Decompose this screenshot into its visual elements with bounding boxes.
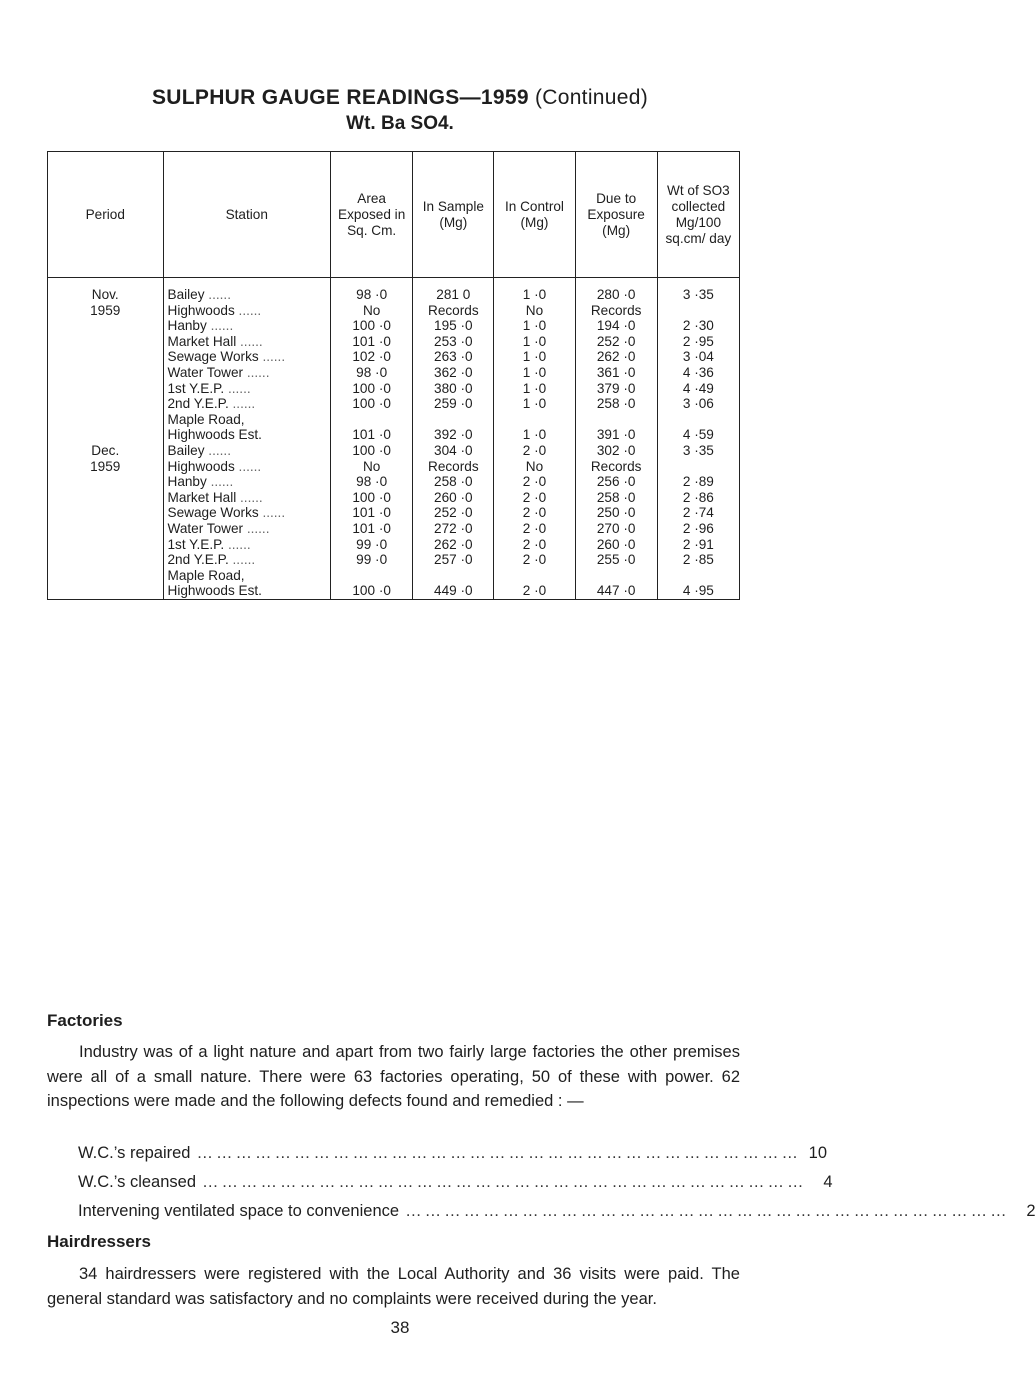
area-cell: 100 ·0 [331, 490, 413, 506]
sample-cell: 281 0 [413, 287, 494, 303]
table-row [48, 568, 740, 584]
defects-list [78, 1144, 1036, 1231]
table-row [48, 583, 740, 599]
station-cell [163, 318, 331, 334]
station-name: Bailey [167, 287, 205, 302]
so3-cell [657, 459, 739, 475]
so3-cell: 4 ·36 [657, 365, 739, 381]
exposure-cell [575, 412, 657, 428]
control-cell: No [494, 303, 575, 319]
so3-cell: 2 ·89 [657, 474, 739, 490]
period-cell [48, 521, 164, 537]
spacer-cell [48, 278, 164, 288]
so3-cell: 2 ·86 [657, 490, 739, 506]
exposure-cell: 258 ·0 [575, 490, 657, 506]
area-cell: 99 ·0 [331, 552, 413, 568]
leader-dots: ...... [206, 318, 234, 334]
area-cell: 100 ·0 [331, 381, 413, 397]
exposure-cell [575, 568, 657, 584]
station-cell [163, 505, 331, 521]
list-item [78, 1173, 833, 1202]
area-cell: 102 ·0 [331, 349, 413, 365]
station-name: Highwoods [167, 302, 235, 318]
area-cell [331, 412, 413, 428]
page-number: 38 [390, 1318, 410, 1337]
station-name: Water Tower [167, 364, 244, 380]
sample-cell: Records [413, 303, 494, 319]
table-row [48, 552, 740, 568]
so3-cell: 4 ·95 [657, 583, 739, 599]
exposure-cell: 447 ·0 [575, 583, 657, 599]
station-name: Highwoods [167, 458, 235, 474]
control-cell: 2 ·0 [494, 505, 575, 521]
exposure-cell: 302 ·0 [575, 443, 657, 459]
leader-dots: ...... [258, 505, 286, 521]
so3-cell [657, 568, 739, 584]
control-cell [494, 412, 575, 428]
title-main: SULPHUR GAUGE READINGS—1959 [151, 86, 529, 109]
station-cell [163, 443, 331, 459]
station-cell [163, 396, 331, 412]
period-cell [48, 349, 164, 365]
header-sample: In Sample (Mg) [413, 152, 494, 278]
so3-cell: 3 ·35 [657, 287, 739, 303]
control-cell: 2 ·0 [494, 583, 575, 599]
control-cell: 2 ·0 [494, 521, 575, 537]
exposure-cell: 280 ·0 [575, 287, 657, 303]
station-cell [163, 365, 331, 381]
title-continued: (Continued) [534, 86, 648, 109]
sample-cell: 253 ·0 [413, 334, 494, 350]
spacer-cell [163, 278, 331, 288]
leader-dots: ………………………………………………………………………………… [202, 1173, 807, 1191]
period-year-cell: 1959 [48, 459, 164, 475]
table-row [48, 381, 740, 397]
leader-dots: ...... [204, 287, 231, 302]
station-name: Bailey [167, 442, 205, 458]
table-body [48, 278, 740, 600]
area-cell [331, 568, 413, 584]
table-row [48, 474, 740, 490]
defect-label: W.C.’s cleansed [78, 1173, 196, 1191]
table-header-row [48, 152, 740, 278]
exposure-cell: 194 ·0 [575, 318, 657, 334]
table-row [48, 412, 740, 428]
so3-cell: 2 ·30 [657, 318, 739, 334]
so3-cell: 2 ·91 [657, 537, 739, 553]
spacer-cell [575, 278, 657, 288]
defect-label: W.C.’s repaired [78, 1144, 191, 1162]
area-cell: No [331, 459, 413, 475]
spacer-cell [413, 278, 494, 288]
area-cell: 100 ·0 [331, 318, 413, 334]
period-cell [48, 427, 164, 443]
table-row [48, 365, 740, 381]
table-spacer-row [48, 278, 740, 288]
area-cell: 99 ·0 [331, 537, 413, 553]
table-row [48, 349, 740, 365]
control-cell: 2 ·0 [494, 552, 575, 568]
station-cell [163, 552, 331, 568]
station-name: Hanby [167, 474, 207, 490]
sulphur-readings-table [47, 151, 740, 600]
sample-cell: 259 ·0 [413, 396, 494, 412]
exposure-cell: 270 ·0 [575, 521, 657, 537]
period-cell [48, 537, 164, 553]
spacer-cell [657, 278, 739, 288]
exposure-cell: Records [575, 459, 657, 475]
area-cell: 100 ·0 [331, 443, 413, 459]
period-cell [48, 583, 164, 599]
leader-dots: ...... [228, 552, 256, 568]
sample-cell: 258 ·0 [413, 474, 494, 490]
station-name: Hanby [167, 318, 207, 334]
header-period: Period [48, 152, 164, 278]
station-name: 2nd Y.E.P. [167, 552, 229, 568]
period-cell [48, 396, 164, 412]
spacer-cell [331, 278, 413, 288]
station-name: 1st Y.E.P. [167, 536, 225, 552]
period-cell [48, 552, 164, 568]
sample-cell: 262 ·0 [413, 537, 494, 553]
control-cell: 1 ·0 [494, 365, 575, 381]
area-cell: 101 ·0 [331, 427, 413, 443]
list-item [78, 1202, 1036, 1231]
station-cell [163, 287, 331, 303]
station-cell [163, 303, 331, 319]
area-cell: 98 ·0 [331, 474, 413, 490]
so3-cell: 2 ·74 [657, 505, 739, 521]
page-title [0, 86, 800, 110]
control-cell: 1 ·0 [494, 427, 575, 443]
station-name: Sewage Works [167, 349, 259, 365]
station-cell [163, 537, 331, 553]
period-cell [48, 365, 164, 381]
sample-cell: 380 ·0 [413, 381, 494, 397]
station-name: Sewage Works [167, 505, 259, 521]
period-year-cell: 1959 [48, 303, 164, 319]
table-row [48, 287, 740, 303]
station-name: Water Tower [167, 520, 244, 536]
control-cell: 1 ·0 [494, 349, 575, 365]
station-cell [163, 521, 331, 537]
so3-cell: 2 ·95 [657, 334, 739, 350]
control-cell: 1 ·0 [494, 318, 575, 334]
exposure-cell: Records [575, 303, 657, 319]
exposure-cell: 258 ·0 [575, 396, 657, 412]
table-row [48, 443, 740, 459]
area-cell: 101 ·0 [331, 334, 413, 350]
station-cell: Maple Road, [163, 412, 331, 428]
station-cell: Highwoods Est. [163, 427, 331, 443]
sample-cell: 392 ·0 [413, 427, 494, 443]
station-name: Market Hall [167, 489, 237, 505]
leader-dots: ...... [234, 458, 262, 474]
exposure-cell: 250 ·0 [575, 505, 657, 521]
exposure-cell: 262 ·0 [575, 349, 657, 365]
so3-cell: 3 ·35 [657, 443, 739, 459]
station-name: 1st Y.E.P. [167, 380, 225, 396]
station-cell [163, 349, 331, 365]
station-cell [163, 334, 331, 350]
factories-heading: Factories [47, 1011, 123, 1030]
control-cell: 2 ·0 [494, 443, 575, 459]
table-row [48, 396, 740, 412]
leader-dots: ...... [258, 349, 286, 365]
control-cell: 2 ·0 [494, 490, 575, 506]
so3-cell: 3 ·06 [657, 396, 739, 412]
sample-cell: 272 ·0 [413, 521, 494, 537]
sample-cell [413, 412, 494, 428]
leader-dots: ...... [204, 442, 231, 458]
control-cell [494, 568, 575, 584]
so3-cell: 3 ·04 [657, 349, 739, 365]
control-cell: 1 ·0 [494, 381, 575, 397]
so3-cell: 2 ·85 [657, 552, 739, 568]
period-cell: Dec. [48, 443, 164, 459]
defect-count: 10 [808, 1144, 827, 1162]
so3-cell: 2 ·96 [657, 521, 739, 537]
so3-cell: 4 ·59 [657, 427, 739, 443]
sample-cell: 304 ·0 [413, 443, 494, 459]
exposure-cell: 379 ·0 [575, 381, 657, 397]
table-row [48, 490, 740, 506]
exposure-cell: 255 ·0 [575, 552, 657, 568]
header-station: Station [163, 152, 331, 278]
area-cell: 100 ·0 [331, 396, 413, 412]
table-row [48, 537, 740, 553]
period-cell [48, 381, 164, 397]
defect-label: Intervening ventilated space to convenience [78, 1202, 400, 1220]
sample-cell: 195 ·0 [413, 318, 494, 334]
exposure-cell: 260 ·0 [575, 537, 657, 553]
period-cell [48, 505, 164, 521]
so3-cell [657, 303, 739, 319]
table-row [48, 521, 740, 537]
area-cell: No [331, 303, 413, 319]
sample-cell [413, 568, 494, 584]
station-cell [163, 490, 331, 506]
leader-dots: ...... [206, 474, 234, 490]
defect-count: 2 [1026, 1202, 1036, 1220]
control-cell: 1 ·0 [494, 334, 575, 350]
station-name: Market Hall [167, 333, 237, 349]
sample-cell: 362 ·0 [413, 365, 494, 381]
table-row [48, 318, 740, 334]
sample-cell: 263 ·0 [413, 349, 494, 365]
station-cell [163, 474, 331, 490]
period-cell: Nov. [48, 287, 164, 303]
area-cell: 98 ·0 [331, 365, 413, 381]
sample-cell: 257 ·0 [413, 552, 494, 568]
leader-dots: ...... [224, 536, 251, 552]
table-row [48, 303, 740, 319]
control-cell: 1 ·0 [494, 396, 575, 412]
period-cell [48, 568, 164, 584]
exposure-cell: 252 ·0 [575, 334, 657, 350]
sample-cell: 252 ·0 [413, 505, 494, 521]
period-cell [48, 334, 164, 350]
hairdressers-heading: Hairdressers [47, 1232, 151, 1251]
station-name: 2nd Y.E.P. [167, 396, 229, 412]
leader-dots: ...... [236, 333, 263, 349]
control-cell: 1 ·0 [494, 287, 575, 303]
leader-dots: ...... [234, 302, 262, 318]
station-cell [163, 459, 331, 475]
spacer-cell [494, 278, 575, 288]
defect-count: 4 [823, 1173, 833, 1191]
table-row [48, 459, 740, 475]
leader-dots: ………………………………………………………………………………… [405, 1202, 1010, 1220]
area-cell: 101 ·0 [331, 505, 413, 521]
control-cell: 2 ·0 [494, 474, 575, 490]
header-exposure: Due to Exposure (Mg) [575, 152, 657, 278]
period-cell [48, 474, 164, 490]
area-cell: 101 ·0 [331, 521, 413, 537]
period-cell [48, 412, 164, 428]
period-cell [48, 490, 164, 506]
station-cell: Maple Road, [163, 568, 331, 584]
header-so3: Wt of SO3 collected Mg/100 sq.cm/ day [657, 152, 739, 278]
table-row [48, 427, 740, 443]
table-row [48, 505, 740, 521]
sample-cell: 260 ·0 [413, 490, 494, 506]
station-cell: Highwoods Est. [163, 583, 331, 599]
leader-dots: ...... [224, 380, 251, 396]
control-cell: 2 ·0 [494, 537, 575, 553]
leader-dots: ………………………………………………………………………………… [196, 1144, 801, 1162]
page-subtitle: Wt. Ba SO4. [346, 113, 454, 134]
sample-cell: 449 ·0 [413, 583, 494, 599]
header-control: In Control (Mg) [494, 152, 575, 278]
so3-cell: 4 ·49 [657, 381, 739, 397]
leader-dots: ...... [243, 520, 270, 536]
area-cell: 98 ·0 [331, 287, 413, 303]
table-row [48, 334, 740, 350]
leader-dots: ...... [236, 489, 263, 505]
header-area: Area Exposed in Sq. Cm. [331, 152, 413, 278]
control-cell: No [494, 459, 575, 475]
hairdressers-paragraph: 34 hairdressers were registered with the Local Authority and 36 visits were paid. The general standard was satisfactory and no complaints were received during the year. [47, 1265, 740, 1308]
area-cell: 100 ·0 [331, 583, 413, 599]
period-cell [48, 318, 164, 334]
sample-cell: Records [413, 459, 494, 475]
leader-dots: ...... [243, 364, 270, 380]
station-cell [163, 381, 331, 397]
exposure-cell: 361 ·0 [575, 365, 657, 381]
exposure-cell: 256 ·0 [575, 474, 657, 490]
leader-dots: ...... [228, 396, 256, 412]
list-item [78, 1144, 827, 1173]
exposure-cell: 391 ·0 [575, 427, 657, 443]
factories-paragraph: Industry was of a light nature and apart from two fairly large factories the other premises were all of a small nature. There were 63 factories operating, 50 of these with power. 62 inspections were made and the following defects found and remedied : — [47, 1043, 740, 1110]
so3-cell [657, 412, 739, 428]
